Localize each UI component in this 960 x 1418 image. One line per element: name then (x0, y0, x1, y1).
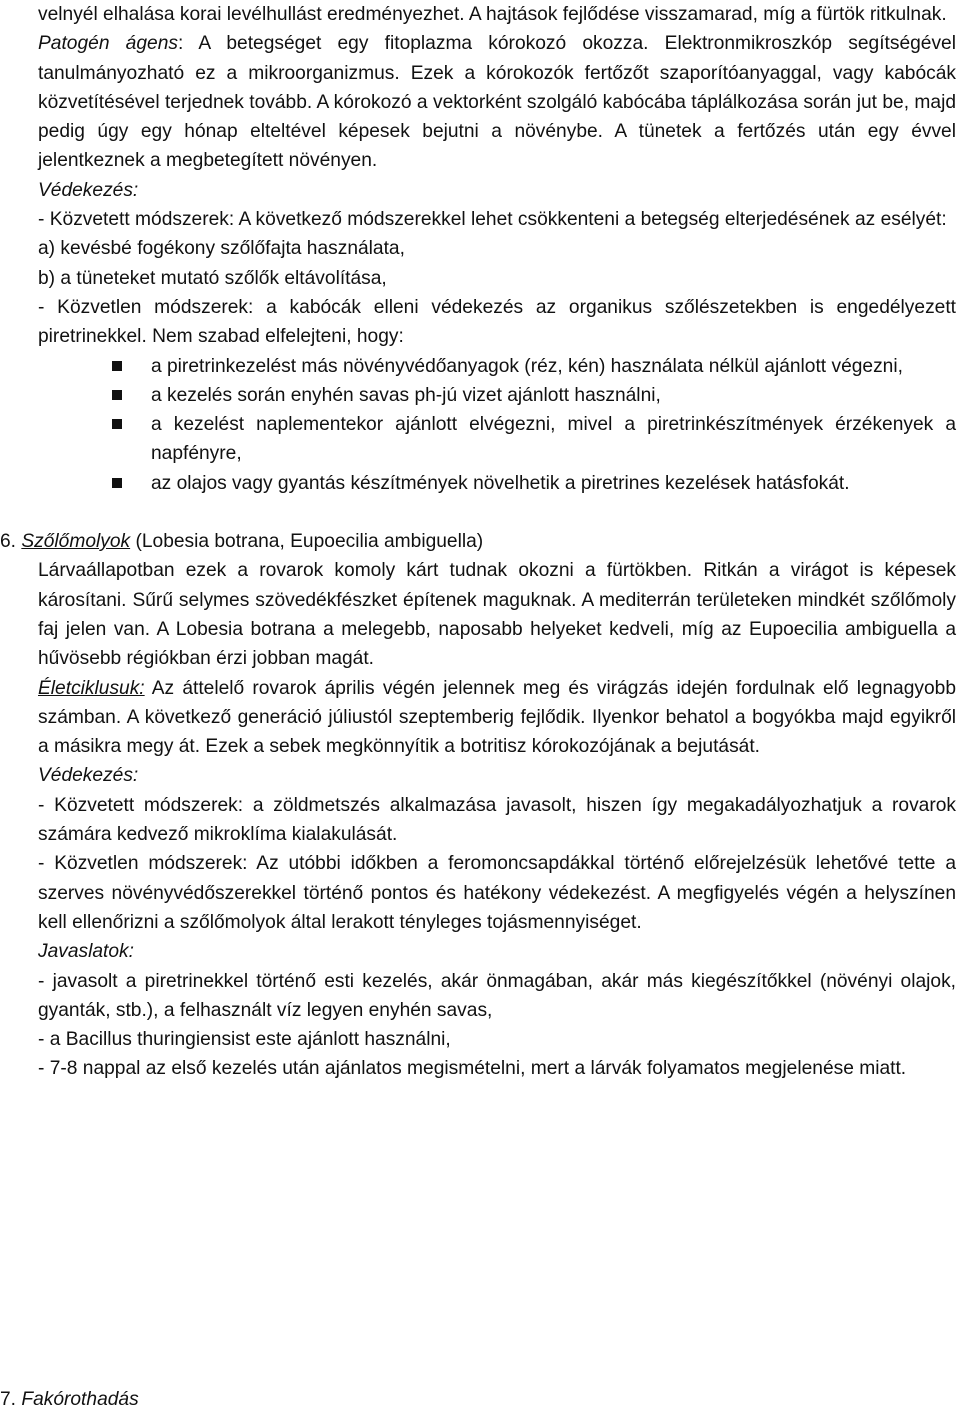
patogen-paragraph (38, 29, 956, 175)
square-bullet-icon (112, 390, 122, 400)
list-item (38, 410, 956, 469)
bullet-text: a piretrinkezelést más növényvédőanyagok (réz, kén) használata nélkül ajánlott végezni, (151, 355, 903, 377)
section-7-heading (0, 1385, 139, 1414)
section-number: 6. (0, 531, 22, 553)
patogen-label: Patogén ágens (38, 33, 178, 55)
list-item (38, 381, 956, 410)
patogen-text: : A betegséget egy fitoplazma kórokozó okozza. Elektronmikroszkóp segítségével tanulmányozható ez a mikroorganizmus. Ezek a kórokozók fertőzőt szaporítóanyaggal, vagy kabócák közvetítésével terjednek tovább. A kórokozó a vektorként szolgáló kabócába táplálkozása során jut be, majd pedig úgy egy hónap elteltével képesek bejutni a növénybe. A tünetek a fertőzés után egy évvel jelentkeznek a megbetegített növényen. (38, 33, 956, 172)
square-bullet-icon (112, 419, 122, 429)
list-item-b: b) a tüneteket mutató szőlők eltávolítása, (38, 267, 387, 289)
vedekezes-heading-2: Védekezés: (38, 765, 139, 787)
bullet-text: a kezelés során enyhén savas ph-jú vizet ajánlott használni, (151, 384, 661, 406)
vedekezes-heading: Védekezés: (38, 179, 139, 201)
eletciklus-text: Az áttelelő rovarok április végén jelennek meg és virágzás idején fordulnak elő legnagyobb számban. A következő generáció júliustól szeptemberig fejlődik. Ilyenkor behatol a bogyókba majd egyikről a másikra megy át. Ezek a sebek megkönnyítik a botritisz kórokozójának a bejutását. (38, 677, 956, 758)
bullet-text: a kezelést naplementekor ajánlott elvégezni, mivel a piretrinkészítmények érzékenyek a napfényre, (151, 414, 956, 465)
list-item (38, 352, 956, 381)
kozvetett-paragraph: - Közvetett módszerek: A következő módszerekkel lehet csökkenteni a betegség elterjedésének az esélyét: (38, 209, 947, 231)
bullet-list (38, 352, 956, 498)
section-title: Fakórothadás (21, 1389, 139, 1410)
eletciklus-paragraph (38, 674, 956, 762)
section-title: Szőlőmolyok (21, 531, 131, 553)
square-bullet-icon (112, 361, 122, 371)
kozvetlen-paragraph: - Közvetlen módszerek: a kabócák elleni védekezés az organikus szőlészetekben is engedélyezett piretrinekkel. Nem szabad elfelejteni, hogy: (38, 296, 956, 348)
eletciklus-label: Életciklusuk: (38, 677, 145, 699)
bullet-text: az olajos vagy gyantás készítmények növelhetik a piretrines kezelések hatásfokát. (151, 472, 850, 494)
intro-paragraph: velnyél elhalása korai levélhullást eredményezhet. A hajtások fejlődése visszamarad, míg a fürtök ritkulnak. (38, 4, 947, 25)
section-number: 7. (0, 1389, 22, 1410)
section-6-heading (0, 527, 956, 556)
molyok-intro-paragraph: Lárvaállapotban ezek a rovarok komoly kárt tudnak okozni a fürtökben. Ritkán a virágot is képesek károsítani. Sűrű selymes szövedékfészket építenek maguknak. A mediterrán területeken mindkét szőlőmoly faj jelen van. A Lobesia botrana a melegebb, naposabb helyeket kedveli, míg az Eupoecilia ambiguella a hűvösebb régiókban érzi jobban magát. (38, 560, 956, 670)
list-item-a: a) kevésbé fogékony szőlőfajta használata, (38, 238, 405, 260)
javaslat-1: - javasolt a piretrinekkel történő esti kezelés, akár önmagában, akár más kiegészítőkkel (növényi olajok, gyanták, stb.), a felhasznált víz legyen enyhén savas, (38, 970, 956, 1021)
javaslatok-heading: Javaslatok: (38, 941, 134, 963)
kozvetett-paragraph-2: - Közvetett módszerek: a zöldmetszés alkalmazása javasolt, hiszen így megakadályozhatjuk a rovarok számára kedvező mikroklíma kialakulását. (38, 794, 956, 846)
javaslat-2: - a Bacillus thuringiensist este ajánlott használni, (38, 1029, 451, 1051)
section-latin-names: (Lobesia botrana, Eupoecilia ambiguella) (130, 531, 484, 553)
javaslat-3: - 7-8 nappal az első kezelés után ajánlatos megismételni, mert a lárvák folyamatos megjelenése miatt. (38, 1058, 907, 1080)
kozvetlen-paragraph-2: - Közvetlen módszerek: Az utóbbi időkben a feromoncsapdákkal történő előrejelzésük lehetővé tette a szerves növényvédőszerekkel történő pontos és hatékony védekezést. A megfigyelés végén a helyszínen kell ellenőrizni a szőlőmolyok által lerakott tényleges tojásmennyiséget. (38, 853, 956, 933)
square-bullet-icon (112, 478, 122, 488)
list-item (38, 469, 956, 498)
